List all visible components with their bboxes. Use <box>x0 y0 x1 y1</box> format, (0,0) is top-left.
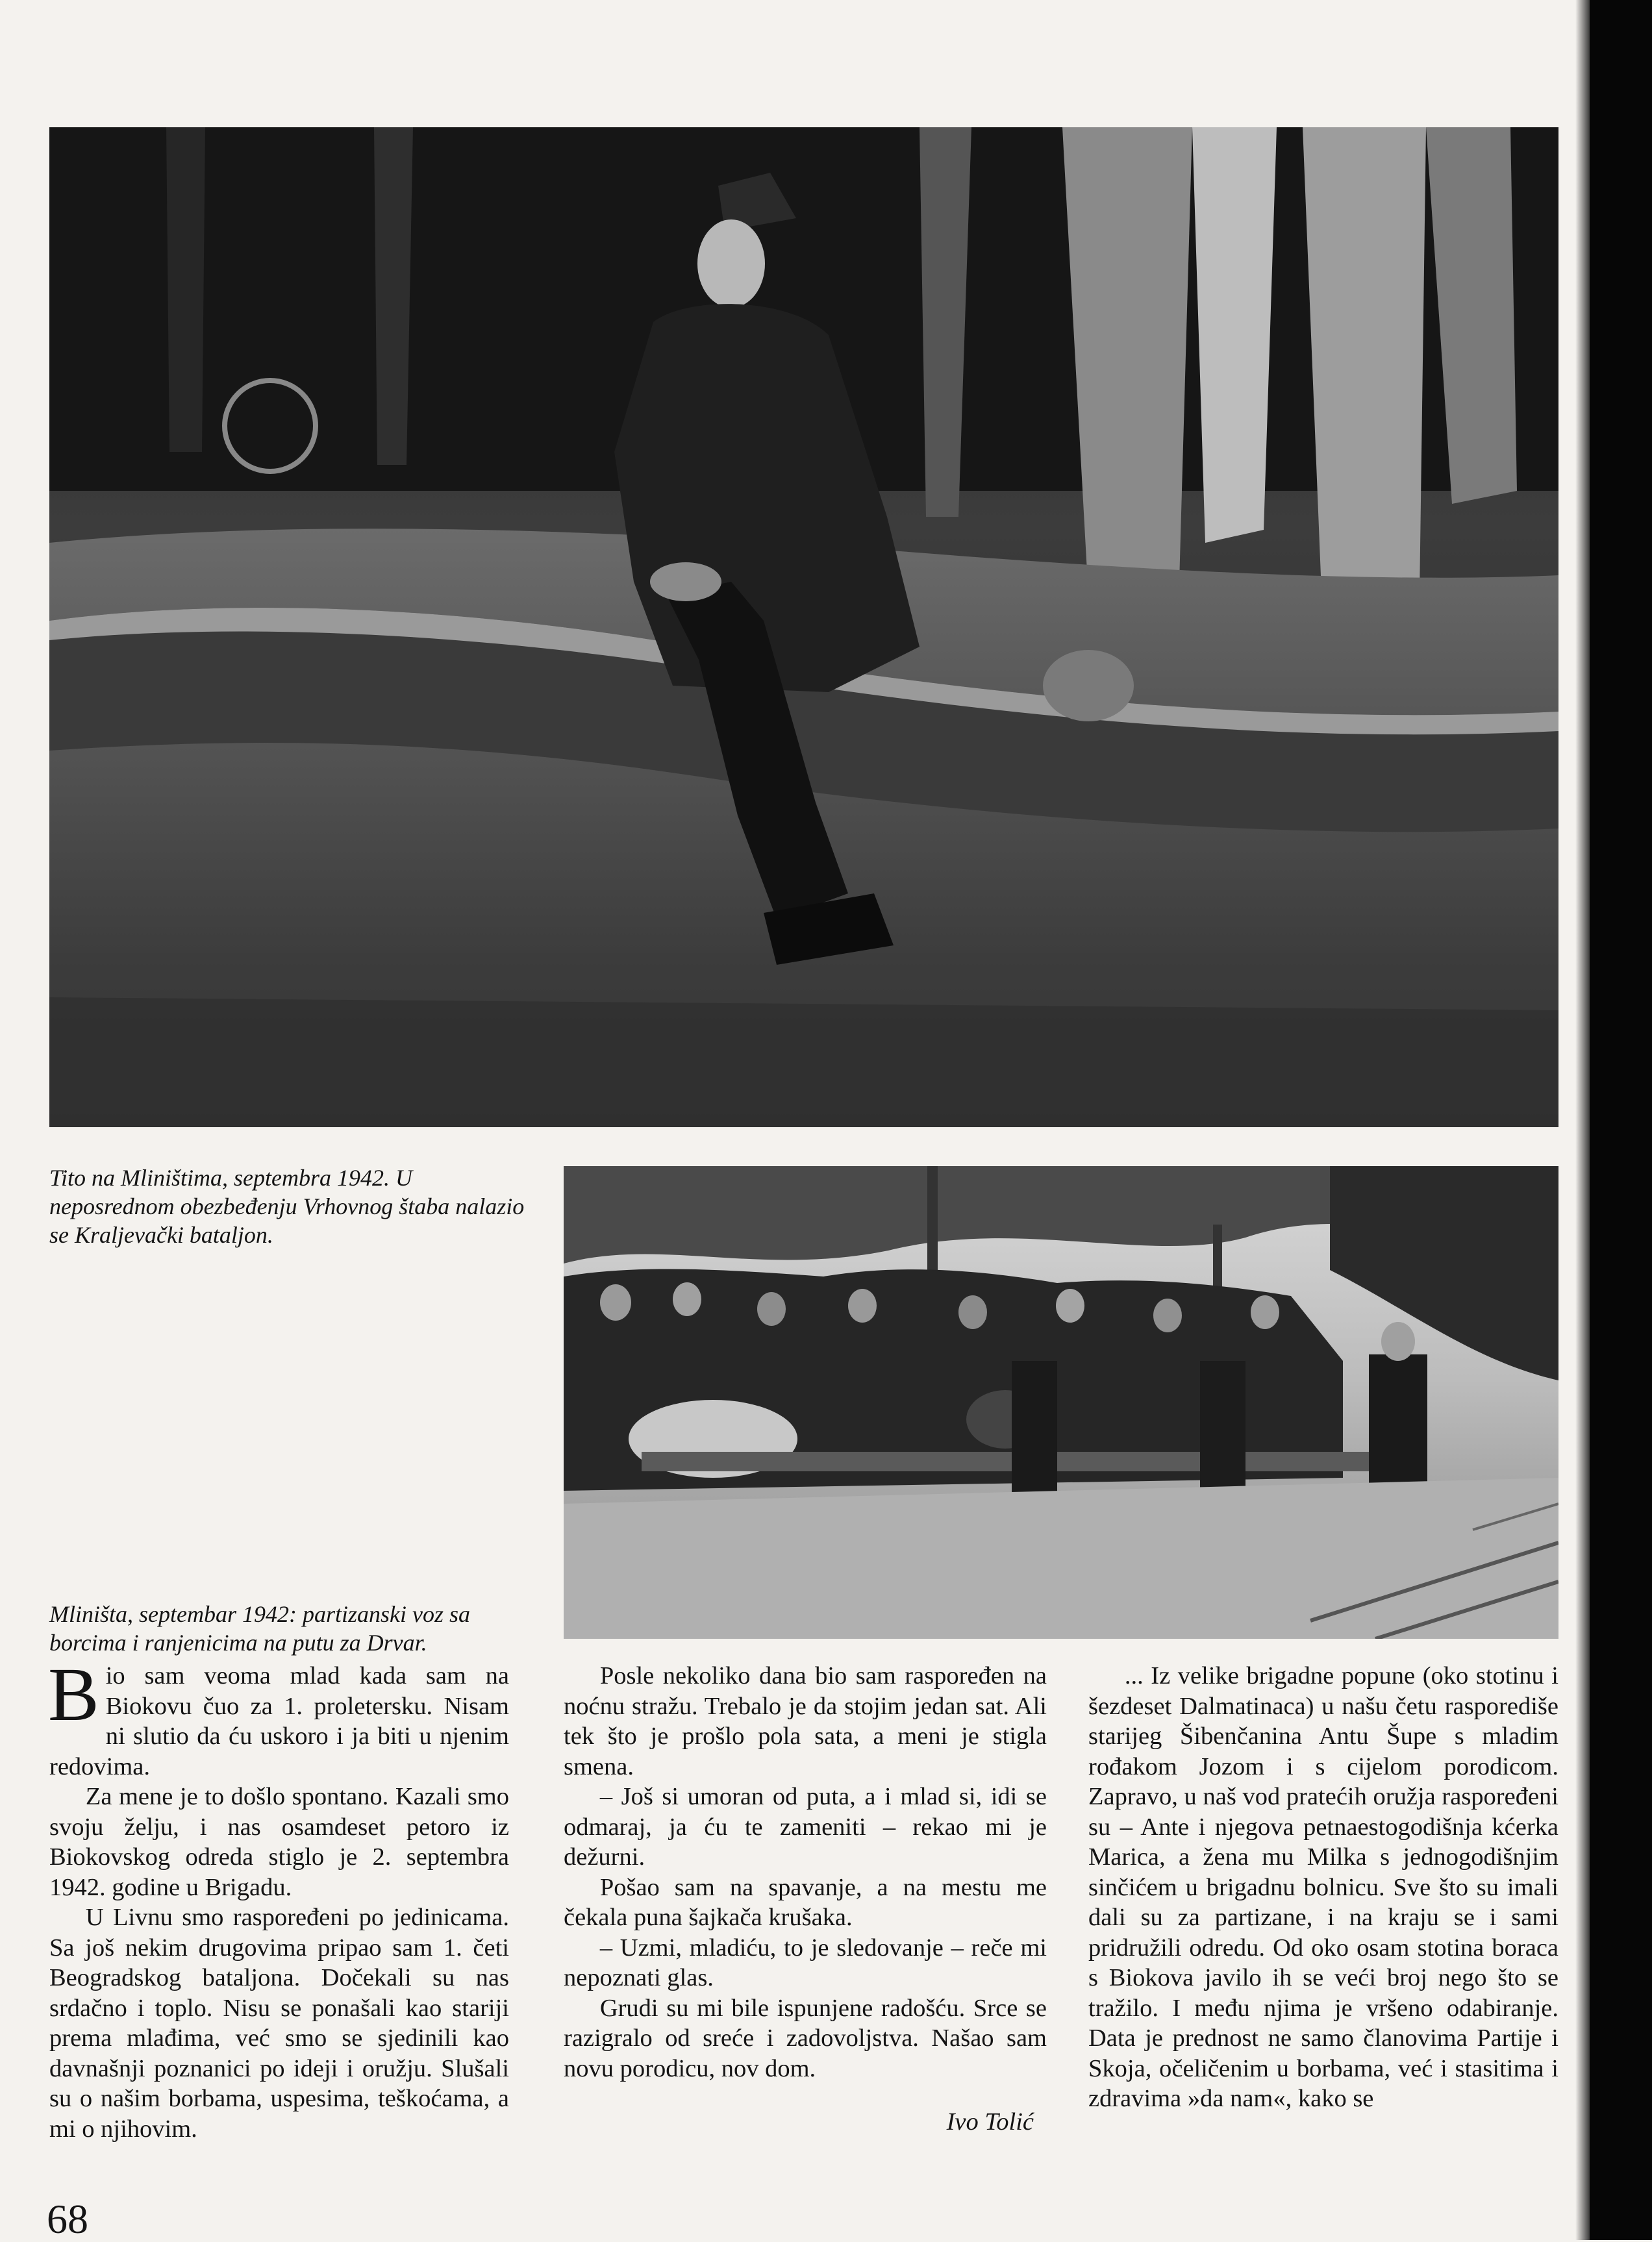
page-number: 68 <box>47 2196 88 2242</box>
page-gutter-shadow <box>1575 0 1590 2240</box>
text-column-2 <box>564 1661 1047 2137</box>
paragraph: – Uzmi, mladiću, to je sledovanje – reče mi nepoznati glas. <box>564 1934 1047 1991</box>
page-edge-dark <box>1590 0 1652 2240</box>
author-signature: Ivo Tolić <box>946 2108 1034 2136</box>
paragraph: – Još si umoran od puta, a i mlad si, idi se odmaraj, ja ću te zameniti – rekao mi je dežurni. <box>564 1783 1047 1871</box>
photo-caption-top: Tito na Mliništima, septembra 1942. U neposrednom obezbeđenju Vrhovnog štaba nalazio se Kraljevački bataljon. <box>49 1165 525 1248</box>
paragraph: ... Iz velike brigadne popune (oko stotinu i šezdeset Dalmatinaca) u našu četu rasporediše starijeg Šibenčanina Antu Šupe s mladim rođakom Jozom i s cijelom porodicom. Zapravo, u naš vod pratećih oružja raspoređeni su – Ante i njegova petnaestogodišnja kćerka Marica, a žena mu Milka s jednogodišnjim sinčićem u brigadnu bolnicu. Sve što su imali dali su za partizane, i na kraju se i sami pridružili odredu. Od oko osam stotina boraca s Biokova javilo ih se veći broj nego što se tražilo. I među njima je vršeno odabiranje. Data je prednost ne samo članovima Partije i Skoja, očeličenim u borbama, već i stasitima i zdravima »da nam«, kako se <box>1088 1662 1558 2112</box>
text-column-3 <box>1088 1661 1558 2114</box>
photo-caption-middle: Mliništa, septembar 1942: partizanski voz sa borcima i ranjenicima na putu za Drvar. <box>49 1601 470 1656</box>
drop-cap: B <box>48 1652 99 1737</box>
paragraph: Bio sam veoma mlad kada sam na Biokovu čuo za 1. proletersku. Nisam ni slutio da ću uskoro i ja biti u njenim redovima. <box>48 1652 509 1780</box>
paragraph: U Livnu smo raspoređeni po jedinicama. Sa još nekim drugovima pripao sam 1. četi Beogradskog bataljona. Dočekali su nas srdačno i toplo. Nisu se ponašali kao stariji prema mlađima, već smo se sjedinili kao davnašnji poznanici po ideji i oružju. Slušali su o našim borbama, uspesima, teškoćama, a mi o njihovim. <box>49 1904 509 2143</box>
paragraph: Za mene je to došlo spontano. Kazali smo svoju želju, i nas osamdeset petoro iz Biokovskog odreda stiglo je 2. septembra 1942. godine u Brigadu. <box>49 1783 509 1901</box>
paragraph: Grudi su mi bile ispunjene radošću. Srce se razigralo od sreće i zadovoljstva. Našao sam novu porodicu, nov dom. <box>564 1994 1047 2082</box>
paragraph: Pošao sam na spavanje, a na mestu me čekala puna šajkača krušaka. <box>564 1873 1047 1931</box>
photo-tito-mlinista <box>49 127 1558 1127</box>
text-column-1 <box>48 1652 509 2144</box>
paragraph: Posle nekoliko dana bio sam raspoređen na noćnu stražu. Trebalo je da stojim jedan sat. Ali tek što je prošlo pola sata, a meni je stigla smena. <box>564 1662 1047 1780</box>
photo-partisan-train <box>564 1166 1558 1639</box>
